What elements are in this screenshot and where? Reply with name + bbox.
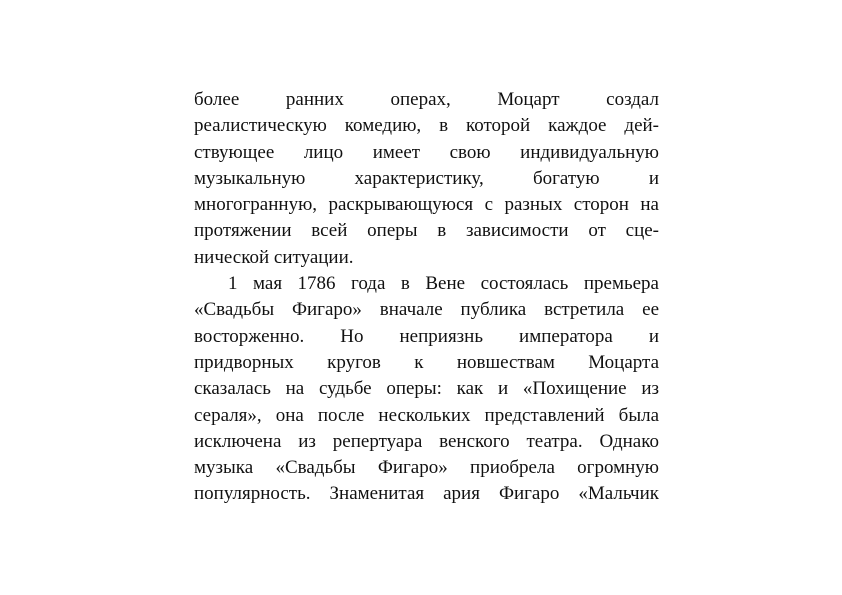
text-line: исключена из репертуара венского театра. Однако bbox=[194, 430, 659, 452]
text-line: протяжении всей оперы в зависимости от сце- bbox=[194, 220, 659, 242]
text-line: 1 мая 1786 года в Вене состоялась премьера bbox=[228, 273, 659, 295]
text-line: многогранную, раскрывающуюся с разных сторон на bbox=[194, 194, 659, 216]
text-line: придворных кругов к новшествам Моцарта bbox=[194, 351, 659, 373]
body-text bbox=[194, 87, 659, 508]
text-line: нической ситуации. bbox=[194, 246, 354, 268]
text-line: реалистическую комедию, в которой каждое дей- bbox=[194, 115, 659, 137]
text-line: популярность. Знаменитая ария Фигаро «Мальчик bbox=[194, 483, 659, 505]
text-line: «Свадьбы Фигаро» вначале публика встретила ее bbox=[194, 299, 659, 321]
text-line: сераля», она после нескольких представлений была bbox=[194, 404, 659, 426]
text-line: музыка «Свадьбы Фигаро» приобрела огромную bbox=[194, 457, 659, 479]
text-line: музыкальную характеристику, богатую и bbox=[194, 167, 659, 189]
text-line: ствующее лицо имеет свою индивидуальную bbox=[194, 141, 659, 163]
text-line: сказалась на судьбе оперы: как и «Похищение из bbox=[194, 378, 659, 400]
text-line: восторженно. Но неприязнь императора и bbox=[194, 325, 659, 347]
paragraph-2 bbox=[194, 271, 659, 508]
text-line: более ранних операх, Моцарт создал bbox=[194, 89, 659, 110]
paragraph-1 bbox=[194, 87, 659, 271]
